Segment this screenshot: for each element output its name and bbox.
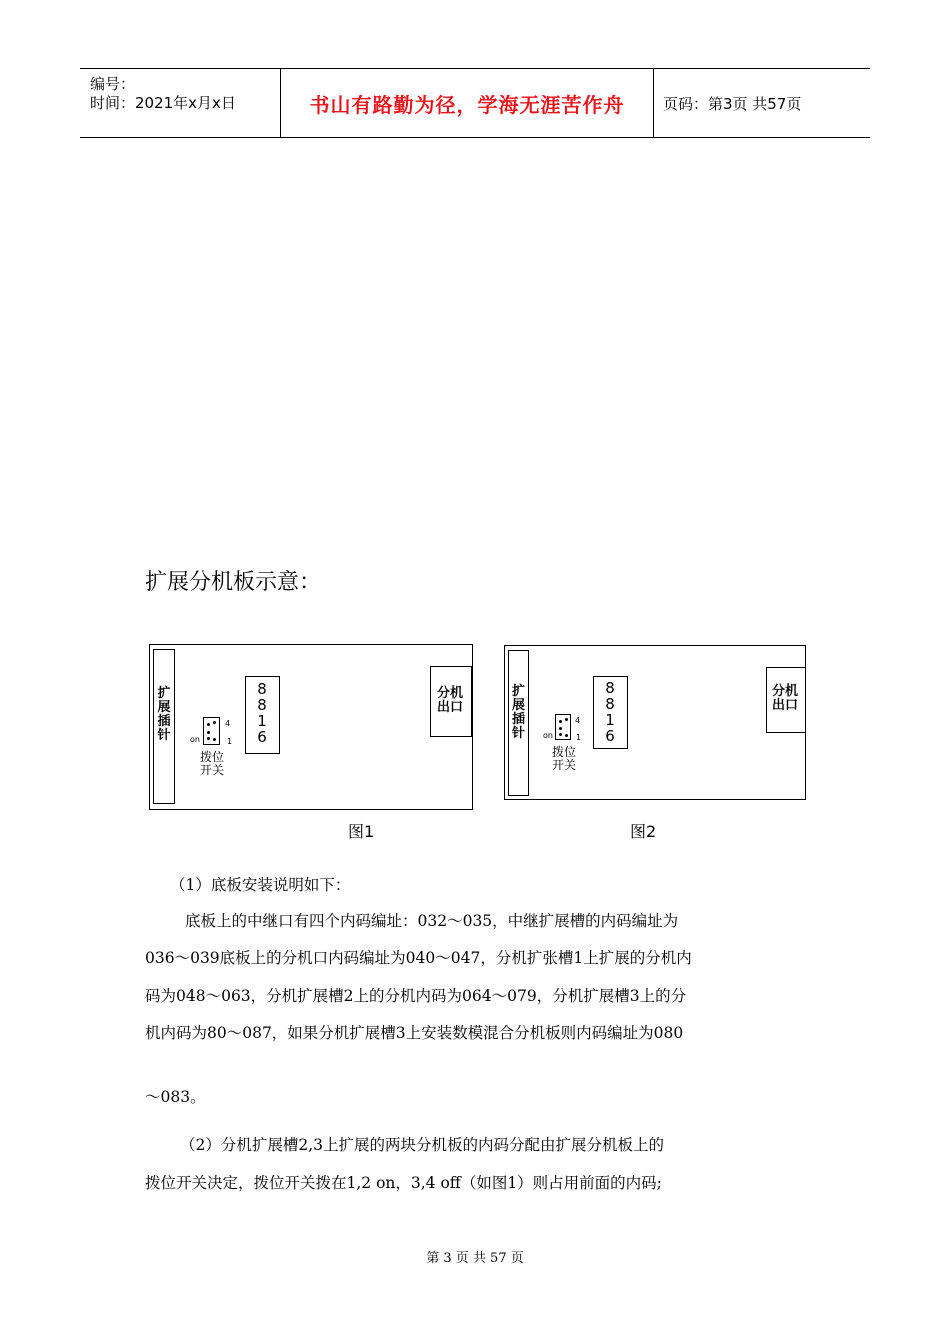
switch-dot (559, 733, 562, 736)
switch-dot (565, 718, 568, 721)
switch-on-label: on (543, 731, 553, 740)
paragraph-1-line: 码为048～063，分机扩展槽2上的分机内码为064～079，分机扩展槽3上的分 (145, 987, 687, 1005)
page-info: 页码：第3页 共57页 (663, 94, 802, 113)
time-label: 时间：2021年x月x日 (90, 94, 236, 112)
dip-switch[interactable] (555, 714, 571, 740)
switch-dot (207, 731, 210, 734)
code-digits: 8816 (605, 679, 615, 745)
code-digits: 8816 (257, 680, 267, 746)
number-label: 编号： (90, 75, 136, 93)
paragraph-2-line: （2）分机扩展槽2,3上扩展的两块分机板的内码分配由扩展分机板上的 (180, 1136, 665, 1154)
switch-dot (213, 738, 216, 741)
extension-port-label: 分机出口 (771, 684, 798, 713)
extension-port-label: 分机出口 (436, 686, 463, 715)
switch-dot (207, 737, 210, 740)
figure-2-board (504, 645, 806, 800)
switch-on-label: on (190, 735, 200, 744)
expansion-slot-label: 扩展插针 (157, 686, 171, 743)
header-page-cell (653, 69, 870, 137)
expansion-slot (153, 649, 175, 804)
switch-pos-1: 1 (227, 737, 233, 746)
section-title: 扩展分机板示意： (145, 570, 322, 595)
switch-dot (559, 727, 562, 730)
dip-switch[interactable] (203, 717, 220, 745)
switch-label: 拨位开关 (199, 750, 224, 777)
extension-port (766, 667, 806, 733)
header-meta (80, 69, 280, 137)
switch-dot (565, 734, 568, 737)
switch-pos-1: 1 (576, 733, 582, 742)
paragraph-1-line: 机内码为80～087，如果分机扩展槽3上安装数模混合分机板则内码编址为080 (145, 1024, 684, 1042)
page-header (80, 68, 870, 138)
switch-pos-4: 4 (225, 719, 231, 728)
switch-label: 拨位开关 (551, 745, 576, 772)
figure-1-caption: 图1 (348, 822, 375, 841)
paragraph-1-line: 底板上的中继口有四个内码编址：032～035，中继扩展槽的内码编址为 (185, 912, 679, 930)
switch-dot (207, 723, 210, 726)
code-display (593, 676, 628, 749)
figure-1-board (149, 644, 473, 810)
figure-2-caption: 图2 (630, 822, 657, 841)
page-footer: 第 3 页 共 57 页 (426, 1251, 524, 1266)
expansion-slot (508, 650, 529, 796)
switch-dot (559, 720, 562, 723)
switch-dot (213, 721, 216, 724)
paragraph-2-line: 拨位开关决定，拨位开关拨在1,2 on，3,4 off（如图1）则占用前面的内码; (145, 1174, 662, 1192)
code-display (245, 676, 280, 754)
motto: 书山有路勤为径，学海无涯苦作舟 (309, 92, 625, 117)
switch-pos-4: 4 (575, 716, 581, 725)
extension-port (430, 666, 472, 737)
paragraph-1-title: （1）底板安装说明如下： (170, 876, 351, 894)
expansion-slot-label: 扩展插针 (511, 684, 525, 741)
paragraph-1-line: 036～039底板上的分机口内码编址为040～047，分机扩张槽1上扩展的分机内 (145, 949, 692, 967)
paragraph-1-line: ～083。 (145, 1088, 206, 1106)
header-motto-cell (280, 69, 654, 137)
